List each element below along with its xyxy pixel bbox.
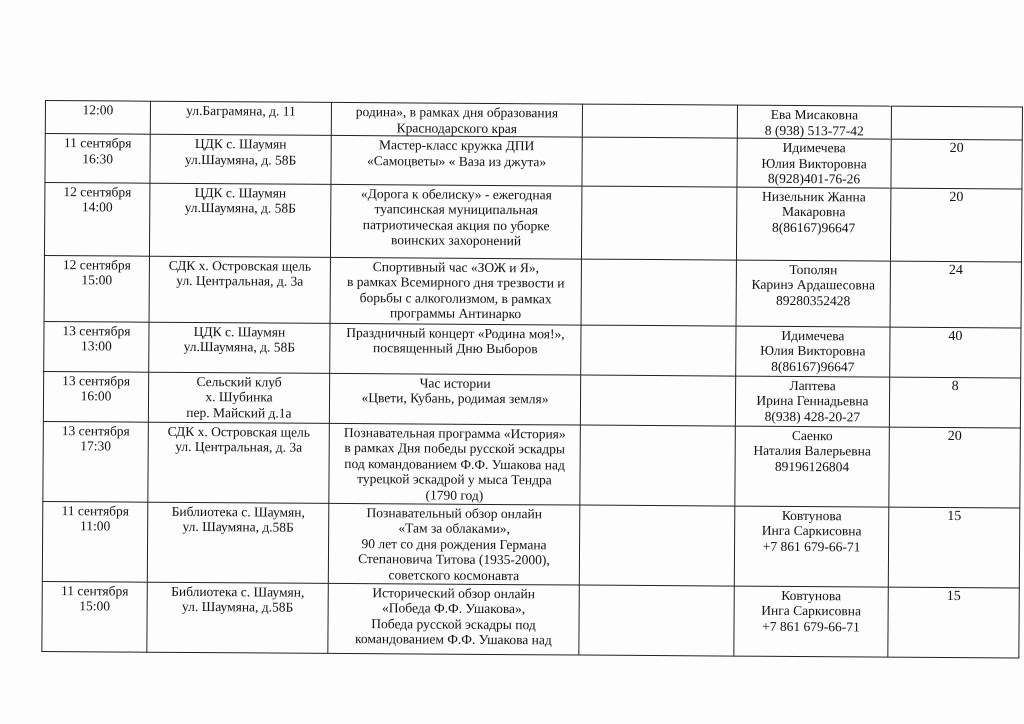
responsible-cell: Ковтунова Инга Саркисовна +7 861 679-66-71 — [734, 586, 888, 657]
event-cell: «Дорога к обелиску» - ежегодная туапсинская муниципальная патриотическая акция по уборке воинских захоронений — [330, 184, 581, 259]
event-cell: Познавательная программа «История» в рамках Дня победы русской эскадры под командованием Ф.Ф. Ушакова над турецкой эскадрой у мыса Тендра (1790 год) — [329, 423, 581, 505]
place-cell: Библиотека с. Шаумян, ул. Шаумяна, д.58Б — [147, 502, 329, 583]
responsible-cell: Ковтунова Инга Саркисовна +7 861 679-66-71 — [734, 506, 889, 587]
empty-cell — [581, 259, 736, 326]
empty-cell — [580, 375, 735, 426]
date-cell: 12 сентября 15:00 — [44, 255, 149, 322]
date-cell: 13 сентября 17:30 — [43, 421, 149, 502]
empty-cell — [579, 585, 734, 656]
count-cell: 15 — [888, 587, 1019, 658]
count-cell: 40 — [890, 327, 1021, 378]
place-cell: ЦДК с. Шаумян ул.Шаумяна, д. 58Б — [150, 134, 331, 184]
count-cell: 15 — [888, 507, 1020, 588]
empty-cell — [581, 325, 736, 376]
empty-cell — [582, 137, 737, 187]
event-cell: родина», в рамках дня образования Краснодарского края — [331, 102, 582, 137]
count-cell: 20 — [890, 188, 1021, 262]
table-row — [44, 255, 1021, 327]
table-row — [43, 421, 1021, 507]
responsible-cell: Идимечева Юлия Викторовна 8(928)401-76-26 — [737, 138, 891, 188]
responsible-cell: Низельник Жанна Макаровна 8(86167)96647 — [736, 187, 890, 261]
table-row — [42, 501, 1020, 587]
place-cell: СДК х. Островская щель ул. Центральная, д. 3а — [148, 422, 330, 503]
responsible-cell: Ева Мисаковна 8 (938) 513-77-42 — [737, 105, 891, 139]
count-cell: 24 — [890, 261, 1021, 328]
event-cell: Познавательный обзор онлайн «Там за облаками», 90 лет со дня рождения Германа Степановича Титова (1935-2000), советского космонавта — [328, 503, 580, 585]
event-cell: Час истории «Цвети, Кубань, родимая земля» — [329, 373, 580, 425]
responsible-cell: Саенко Наталия Валерьевна 89196126804 — [735, 426, 890, 507]
responsible-cell: Лаптева Ирина Геннадьевна 8(938) 428-20-27 — [735, 376, 889, 427]
count-cell: 8 — [889, 377, 1020, 428]
date-cell: 11 сентября 16:30 — [45, 134, 150, 183]
empty-cell — [579, 505, 735, 586]
count-cell — [891, 106, 1022, 140]
event-cell: Исторический обзор онлайн «Победа Ф.Ф. Ушакова», Победа русской эскадры под командованием Ф.Ф. Ушакова над — [328, 583, 579, 655]
table-row — [44, 182, 1021, 261]
date-cell: 11 сентября 15:00 — [42, 581, 147, 652]
place-cell: ул.Баграмяна, д. 11 — [150, 101, 331, 135]
count-cell: 20 — [889, 427, 1021, 508]
events-table — [41, 100, 1023, 658]
place-cell: Сельский клуб х. Шубинка пер. Майский д.1а — [148, 372, 329, 423]
event-cell: Мастер-класс кружка ДПИ «Самоцветы» « Ваза из джута» — [331, 135, 582, 185]
table-row — [45, 134, 1022, 189]
empty-cell — [580, 425, 736, 506]
date-cell: 13 сентября 16:00 — [43, 371, 148, 422]
table-row — [42, 581, 1019, 657]
empty-cell — [582, 104, 737, 138]
event-cell: Праздничный концерт «Родина моя!», посвященный Дню Выборов — [330, 323, 581, 375]
responsible-cell: Тополян Каринэ Ардашесовна 89280352428 — [736, 260, 890, 327]
responsible-cell: Идимечева Юлия Викторовна 8(86167)96647 — [736, 326, 890, 377]
event-cell: Спортивный час «ЗОЖ и Я», в рамках Всемирного дня трезвости и борьбы с алкоголизмом, в рамках программы Антинарко — [330, 257, 581, 325]
place-cell: Библиотека с. Шаумян, ул. Шаумяна, д.58Б — [147, 582, 328, 653]
table-row — [43, 371, 1020, 427]
date-cell: 12 сентября 14:00 — [44, 182, 149, 256]
place-cell: СДК х. Островская щель ул. Центральная, д. 3а — [149, 256, 330, 323]
place-cell: ЦДК с. Шаумян ул.Шаумяна, д. 58Б — [149, 322, 330, 373]
empty-cell — [581, 186, 736, 260]
date-cell: 12:00 — [45, 101, 150, 135]
count-cell: 20 — [891, 139, 1022, 188]
place-cell: ЦДК с. Шаумян ул.Шаумяна, д. 58Б — [149, 183, 330, 257]
date-cell: 11 сентября 11:00 — [42, 501, 148, 582]
table-row — [44, 321, 1021, 377]
date-cell: 13 сентября 13:00 — [44, 321, 149, 372]
schedule-sheet — [41, 100, 1010, 658]
